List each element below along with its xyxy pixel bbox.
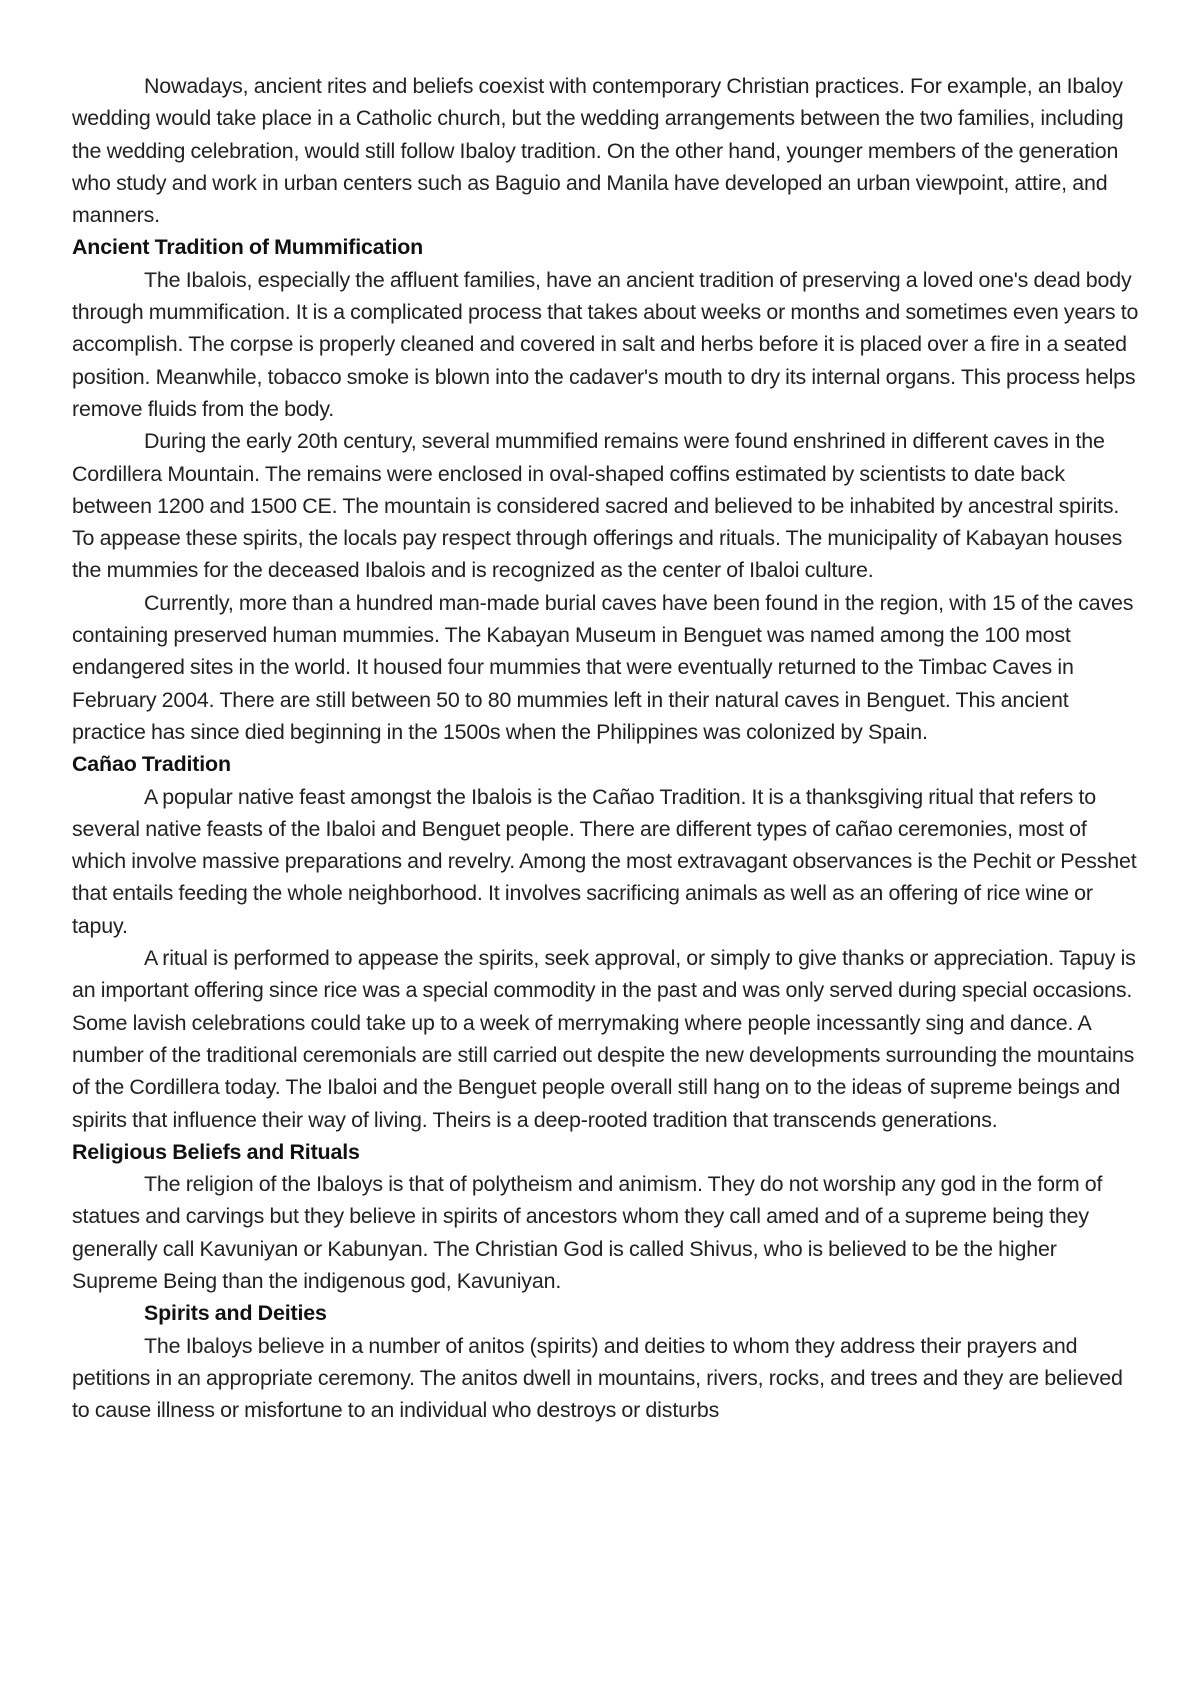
paragraph-mummification-process: The Ibalois, especially the affluent families, have an ancient tradition of preserving a loved one's dead body through mummification. It is a complicated process that takes about weeks or months and sometimes even years to accomplish. The corpse is properly cleaned and covered in salt and herbs before it is placed over a fire in a seated position. Meanwhile, tobacco smoke is blown into the cadaver's mouth to dry its internal organs. This process helps remove fluids from the body. xyxy=(72,267,1139,421)
paragraph-intro: Nowadays, ancient rites and beliefs coexist with contemporary Christian practices. For example, an Ibaloy wedding would take place in a Catholic church, but the wedding arrangements between the two families, including the wedding celebration, would still follow Ibaloy tradition. On the other hand, younger members of the generation who study and work in urban centers such as Baguio and Manila have developed an urban viewpoint, attire, and manners. xyxy=(72,74,1124,228)
heading-mummification: Ancient Tradition of Mummification xyxy=(72,235,424,260)
paragraph-canao-feast: A popular native feast amongst the Ibalois is the Cañao Tradition. It is a thanksgiving ritual that refers to several native feasts of the Ibaloi and Benguet people. There are different types of cañao ceremonies, most of which involve massive preparations and revelry. Among the most extravagant observances is the Pechit or Pesshet that entails feeding the whole neighborhood. It involves sacrificing animals as well as an offering of rice wine or tapuy. xyxy=(72,784,1137,938)
paragraph-religion: The religion of the Ibaloys is that of polytheism and animism. They do not worship any god in the form of statues and carvings but they believe in spirits of ancestors whom they call amed and of a supreme being they generally call Kavuniyan or Kabunyan. The Christian God is called Shivus, who is believed to be the higher Supreme Being than the indigenous god, Kavuniyan. xyxy=(72,1172,1103,1293)
subheading-spirits-deities: Spirits and Deities xyxy=(144,1301,327,1326)
heading-canao: Cañao Tradition xyxy=(72,752,231,777)
paragraph-spirits: The Ibaloys believe in a number of anitos (spirits) and deities to whom they address their prayers and petitions in an appropriate ceremony. The anitos dwell in mountains, rivers, rocks, and trees and they are believed to cause illness or misfortune to an individual who destroys or disturbs xyxy=(72,1333,1123,1423)
paragraph-burial-caves: Currently, more than a hundred man-made burial caves have been found in the region, with 15 of the caves containing preserved human mummies. The Kabayan Museum in Benguet was named among the 100 most endangered sites in the world. It housed four mummies that were eventually returned to the Timbac Caves in February 2004. There are still between 50 to 80 mummies left in their natural caves in Benguet. This ancient practice has since died beginning in the 1500s when the Philippines was colonized by Spain. xyxy=(72,590,1134,744)
heading-religious-beliefs: Religious Beliefs and Rituals xyxy=(72,1139,360,1164)
document-page xyxy=(72,70,1142,1426)
paragraph-mummified-remains: During the early 20th century, several mummified remains were found enshrined in different caves in the Cordillera Mountain. The remains were enclosed in oval-shaped coffins estimated by scientists to date back between 1200 and 1500 CE. The mountain is considered sacred and believed to be inhabited by ancestral spirits. To appease these spirits, the locals pay respect through offerings and rituals. The municipality of Kabayan houses the mummies for the deceased Ibalois and is recognized as the center of Ibaloi culture. xyxy=(72,429,1123,583)
paragraph-canao-ritual: A ritual is performed to appease the spirits, seek approval, or simply to give thanks or appreciation. Tapuy is an important offering since rice was a special commodity in the past and was only served during special occasions. Some lavish celebrations could take up to a week of merrymaking where people incessantly sing and dance. A number of the traditional ceremonials are still carried out despite the new developments surrounding the mountains of the Cordillera today. The Ibaloi and the Benguet people overall still hang on to the ideas of supreme beings and spirits that influence their way of living. Theirs is a deep-rooted tradition that transcends generations. xyxy=(72,946,1136,1132)
